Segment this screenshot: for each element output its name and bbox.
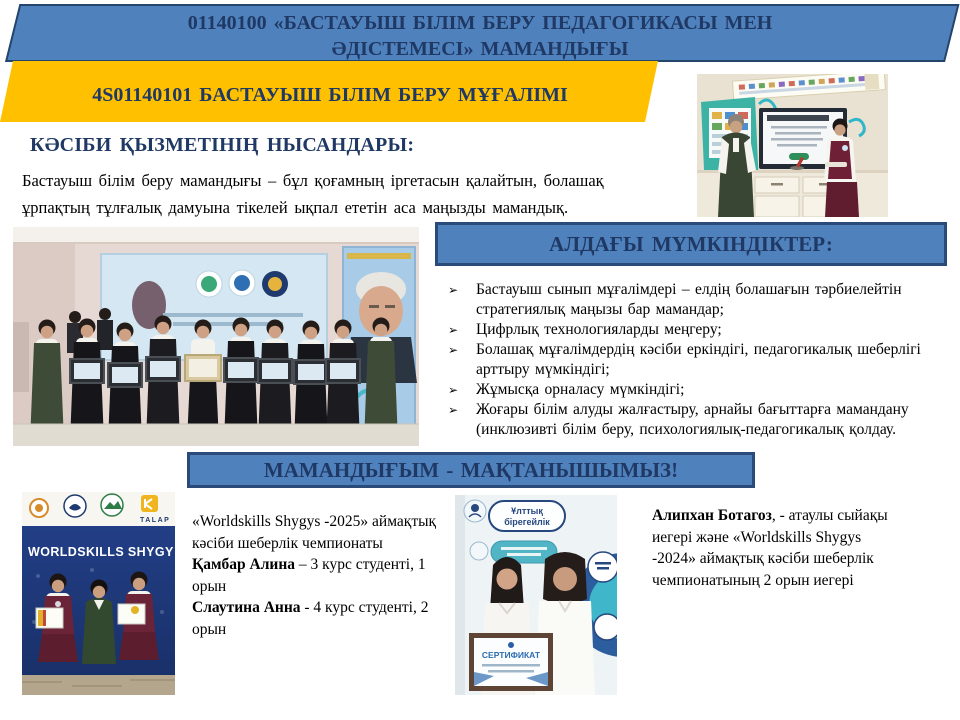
winner-detail: - 4 курс студенті, 2 орын — [192, 599, 429, 638]
arrow-bullet-icon: ➢ — [448, 383, 459, 397]
talap-label: TALAP — [140, 517, 171, 524]
arrow-bullet-icon: ➢ — [448, 403, 459, 417]
talap-logo — [141, 495, 158, 512]
classroom-photo — [697, 74, 888, 217]
list-item: ➢ Болашақ мұғалімдердің кәсіби еркіндігі, педагогикалық шеберлігі арттыру мүмкіндігі; — [448, 341, 921, 378]
certificate-photo — [455, 495, 617, 695]
qualification-title: 4S01140101 БАСТАУЫШ БІЛІМ БЕРУ МҰҒАЛІМІ — [92, 84, 568, 106]
framed-certificate — [469, 633, 553, 691]
stone-floor — [22, 675, 175, 695]
award-group-photo — [13, 227, 419, 446]
winner-name: Қамбар Алина — [192, 556, 296, 573]
arrow-bullet-icon: ➢ — [448, 283, 459, 297]
pride-banner — [187, 452, 755, 488]
winner-name: Слаутина Анна — [192, 599, 301, 616]
specialty-title-line1: 01140100 «БАСТАУЫШ БІЛІМ БЕРУ ПЕДАГОГИКАСЫ МЕН — [187, 12, 773, 34]
winner-detail: – 3 курс студенті, 1 орын — [192, 556, 426, 595]
opportunities-title: АЛДАҒЫ МҮМКІНДІКТЕР: — [549, 231, 833, 256]
arrow-bullet-icon: ➢ — [448, 343, 459, 357]
caption-intro: «Worldskills Shygys -2025» аймақтық кәсіби шеберлік чемпионаты — [192, 513, 437, 552]
list-item: ➢ Бастауыш сынып мұғалімдері – елдің болашағын тәрбиелейтін стратегиялық маңызы бар мамандар; — [448, 281, 902, 318]
list-item: ➢ Цифрлық технологияларды меңгеру; — [448, 321, 722, 338]
pill-label-line1: Ұлттық — [511, 506, 543, 516]
pill-label-line2: бірегейлік — [504, 517, 550, 527]
awardee-name: Алипхан Ботагоз — [652, 507, 772, 524]
arrow-bullet-icon: ➢ — [448, 323, 459, 337]
pride-title: МАМАНДЫҒЫМ - МАҚТАНЫШЫМЫЗ! — [263, 457, 679, 482]
worldskills-caption — [192, 511, 448, 640]
specialty-title — [140, 10, 820, 62]
opportunities-banner — [435, 222, 947, 266]
list-item: ➢ Жұмысқа орналасу мүмкіндігі; — [448, 381, 685, 398]
botagoz-caption — [652, 505, 892, 591]
worldskills-banner-text: WORLDSKILLS SHYGY — [28, 545, 174, 559]
list-item: ➢ Жоғары білім алуды жалғастыру, арнайы бағыттарға мамандану (инклюзивті білім беру, психологиялық-педагогикалық қолдау. — [448, 401, 909, 438]
opportunities-list — [448, 280, 953, 440]
specialty-title-line2: ӘДІСТЕМЕСІ» МАМАНДЫҒЫ — [331, 38, 629, 60]
activity-heading: КӘСІБИ ҚЫЗМЕТІНІҢ НЫСАНДАРЫ: — [30, 134, 415, 156]
awardee-detail: , - атаулы сыйақы иегері және «Worldskills Shygys -2024» аймақтық кәсіби шеберлік чемпионатының 2 орын иегері — [652, 507, 888, 589]
floor — [13, 424, 419, 446]
worldskills-photo — [22, 492, 175, 695]
certificate-title: СЕРТИФИКАТ — [481, 650, 541, 660]
activity-paragraph: Бастауыш білім беру мамандығы – бұл қоғамның іргетасын қалайтын, болашақ ұрпақтың тұлғалық дамуына тікелей ықпал ететін аса маңызды мамандық. — [22, 171, 604, 217]
